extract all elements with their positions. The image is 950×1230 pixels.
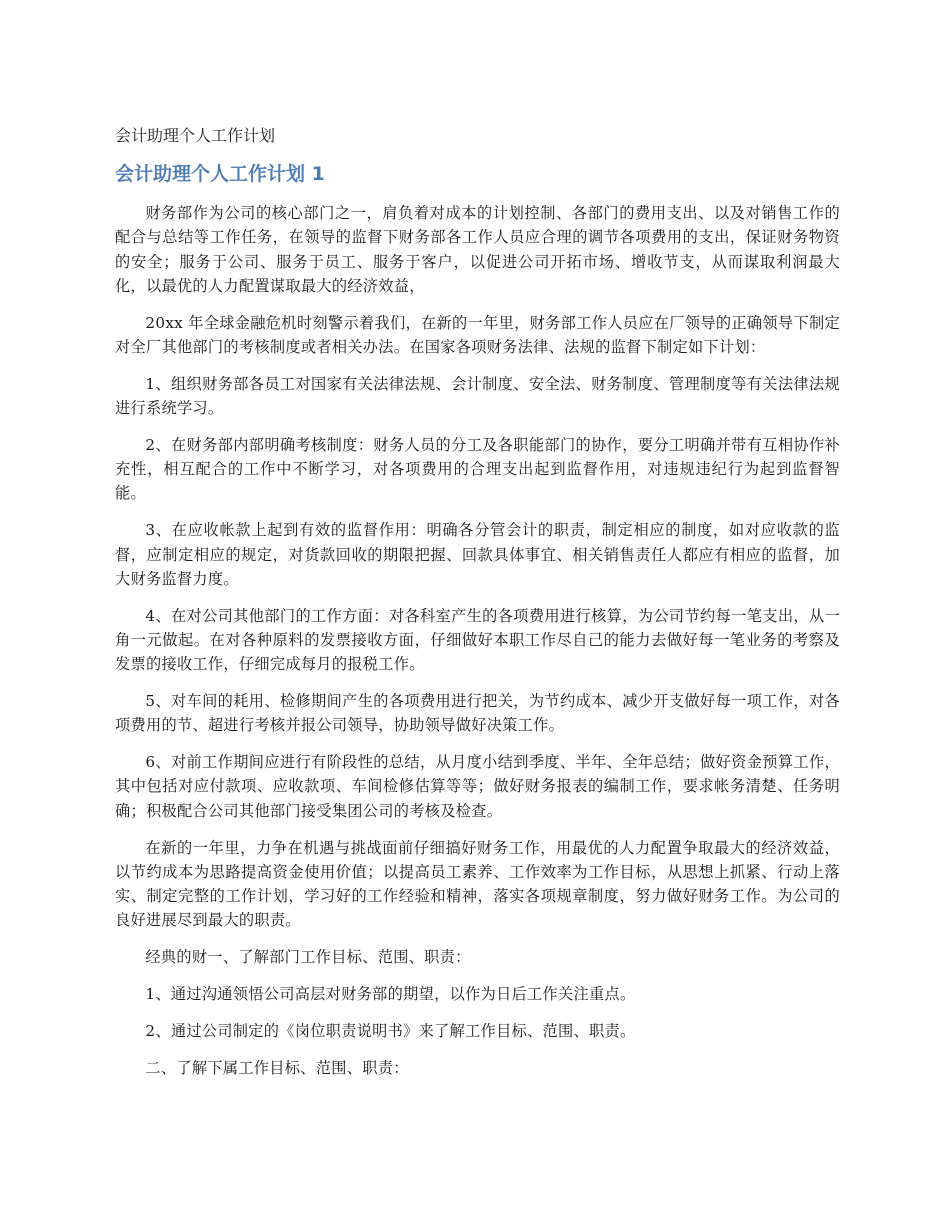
paragraph-item-3: 3、在应收帐款上起到有效的监督作用：明确各分管会计的职责，制定相应的制度，如对应收款的监督，应制定相应的规定，对货款回收的期限把握、回款具体事宜、相关销售责任人都应有相应的监督，加大财务监督力度。 (115, 521, 840, 588)
paragraph-sub-1: 1、通过沟通领悟公司高层对财务部的期望，以作为日后工作关注重点。 (145, 985, 636, 1004)
paragraph-intro: 财务部作为公司的核心部门之一，肩负着对成本的计划控制、各部门的费用支出、以及对销售工作的配合与总结等工作任务，在领导的监督下财务部各工作人员应合理的调节各项费用的支出，保证财务物资的安全；服务于公司、服务于员工、服务于客户，以促进公司开拓市场、增收节支，从而谋取利润最大化，以最优的人力配置谋取最大的经济效益， (115, 204, 840, 295)
paragraph-section-two: 二、了解下属工作目标、范围、职责： (145, 1058, 409, 1077)
paragraph-sub-2: 2、通过公司制定的《岗位职责说明书》来了解工作目标、范围、职责。 (145, 1021, 636, 1040)
paragraph-item-6: 6、对前工作期间应进行有阶段性的总结，从月度小结到季度、半年、全年总结；做好资金预算工作，其中包括对应付款项、应收款项、车间检修估算等等；做好财务报表的编制工作，要求帐务清楚、任务明确；积极配合公司其他部门接受集团公司的考核及检查。 (115, 753, 840, 820)
paragraph-item-5: 5、对车间的耗用、检修期间产生的各项费用进行把关，为节约成本、减少开支做好每一项工作，对各项费用的节、超进行考核并报公司领导，协助领导做好决策工作。 (115, 692, 840, 735)
paragraph-item-4: 4、在对公司其他部门的工作方面：对各科室产生的各项费用进行核算，为公司节约每一笔支出，从一角一元做起。在对各种原料的发票接收方面，仔细做好本职工作尽自己的能力去做好每一笔业务的考察及发票的接收工作，仔细完成每月的报税工作。 (115, 606, 840, 674)
document-title: 会计助理个人工作计划 (115, 126, 276, 145)
paragraph-crisis: 20xx 年全球金融危机时刻警示着我们，在新的一年里，财务部工作人员应在厂领导的正确领导下制定对全厂其他部门的考核制度或者相关办法。在国家各项财务法律、法规的监督下制定如下计划： (115, 313, 840, 356)
document-page (115, 124, 840, 1092)
paragraph-item-2: 2、在财务部内部明确考核制度：财务人员的分工及各职能部门的协作，要分工明确并带有互相协作补充性，相互配合的工作中不断学习，对各项费用的合理支出起到监督作用，对违规违纪行为起到监督智能。 (115, 435, 840, 503)
paragraph-item-1: 1、组织财务部各员工对国家有关法律法规、会计制度、安全法、财务制度、管理制度等有关法律法规进行系统学习。 (115, 374, 840, 418)
paragraph-new-year: 在新的一年里，力争在机遇与挑战面前仔细搞好财务工作，用最优的人力配置争取最大的经济效益，以节约成本为思路提高资金使用价值；以提高员工素养、工作效率为工作目标，从思想上抓紧、行动上落实、制定完整的工作计划，学习好的工作经验和精神，落实各项规章制度，努力做好财务工作。为公司的良好进展尽到最大的职责。 (115, 838, 840, 930)
paragraph-section-one: 经典的财一、了解部门工作目标、范围、职责： (145, 948, 471, 967)
section-heading: 会计助理个人工作计划 1 (115, 163, 325, 185)
